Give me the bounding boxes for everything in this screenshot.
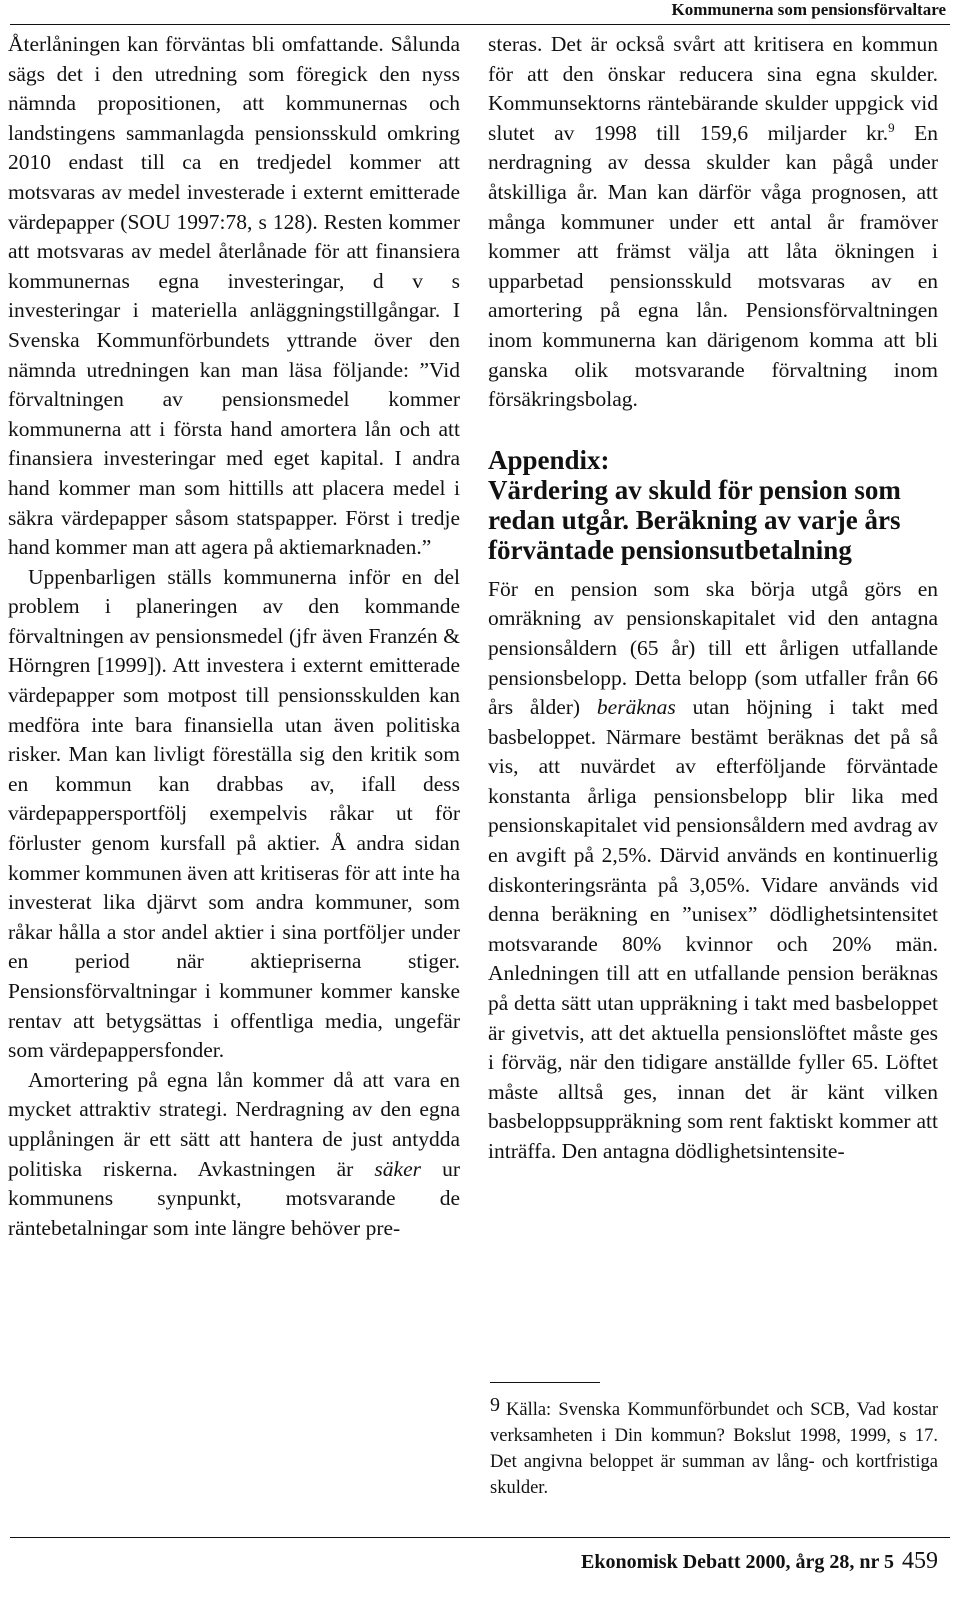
footer-rule bbox=[10, 1537, 950, 1538]
footnote bbox=[490, 1392, 938, 1501]
appendix-heading-title: Värdering av skuld för pension som redan utgår. Beräkning av varje års förväntade pensionsutbetalning bbox=[488, 474, 901, 565]
appendix-heading bbox=[488, 445, 938, 565]
paragraph-text: En nerdragning av dessa skulder kan pågå under åtskilliga år. Man kan därför våga prognosen, att många kommuner under ett antal år framöver kommer att främst välja att låta ökningen i upparbetad pensionsskuld motsvaras av en amortering på egna lån. Pensionsförvaltningen inom kommunerna kan därigenom komma att bli ganska olik motsvarande förvaltning inom försäkringsbolag. bbox=[488, 120, 938, 412]
paragraph bbox=[8, 30, 460, 563]
paragraph-text: utan höjning i takt med basbeloppet. Närmare bestämt beräknas det på så vis, att nuvärdet av efterföljande förväntade konstanta årliga pensionsbelopp blir lika med pensionskapitalet vid pensionsåldern med avdrag av en avgift på 2,5%. Därvid används en kontinuerlig diskonteringsränta på 3,05%. Vidare används vid denna beräkning en ”unisex” dödlighetsintensitet motsvarande 80% kvinnor och 20% män. Anledningen till att en utfallande pension beräknas på detta sätt utan uppräkning i takt med basbeloppet är givetvis, att det aktuella pensionslöftet måste ges i förväg, när den tidigare anställde fyller 65. Löftet måste alltså ges, innan det är känt vilken basbeloppsuppräkning som rent faktiskt kommer att inträffa. Den antagna dödlighetsintensite- bbox=[488, 695, 938, 1163]
paragraph bbox=[488, 575, 938, 1167]
paragraph-text: Amortering på egna lån kommer då att vara en mycket attraktiv strategi. Nerdragning av den egna upplåningen är ett sätt att hantera de just antydda politiska riskerna. Avkastningen är bbox=[8, 1067, 460, 1181]
paragraph-text: Sålunda sägs det i den utredning som föregick den nyss nämnda propositionen, att kommunernas och landstingens sammanlagda pensionsskuld omkring 2010 endast till ca en tredjedel kommer att motsvaras av medel investerade i externt emitterade värdepapper (SOU 1997:78, s 128). Resten kommer att motsvaras av medel återlånade för att finansiera kommunernas egna investeringar, d v s investeringar i materiella anläggningstillgångar. I Svenska Kommunförbundets yttrande över den nämnda utredningen kan man läsa följande: ”Vid förvaltningen av pensionsmedel kommer kommunerna att i första hand amortera lån och att finansiera investeringar med eget kapital. I andra hand kommer man som hittills att placera medel i säkra värdepapper såsom statspapper. Först i tredje hand kommer man att agera på aktiemarknaden.” bbox=[8, 32, 460, 560]
right-column bbox=[488, 30, 938, 1167]
emphasis: säker bbox=[374, 1156, 421, 1181]
footnote-text: Källa: Svenska Kommunförbundet och SCB, Vad kostar verksamheten i Din kommun? Bokslut 1998, 1999, s 17. Det angivna beloppet är summan av lång- och kortfristiga skulder. bbox=[490, 1400, 938, 1498]
footnote-number: 9 bbox=[490, 1394, 500, 1416]
page-footer bbox=[581, 1548, 938, 1575]
header-rule bbox=[10, 24, 950, 25]
footnote-rule bbox=[490, 1382, 600, 1383]
page-number: 459 bbox=[902, 1548, 938, 1574]
paragraph-text: steras. Det är också svårt att kritisera en kommun för att den önskar reducera sina egna skulder. Kommunsektorns räntebärande skulder uppgick vid slutet av 1998 till 159,6 miljarder kr. bbox=[488, 32, 938, 145]
journal-name: Ekonomisk Debatt 2000, årg 28, nr 5 bbox=[581, 1551, 894, 1573]
paragraph: Uppenbarligen ställs kommunerna inför en del problem i planeringen av den kommande förvaltningen av pensionsmedel (jfr även Franzén & Hörngren [1999]). Att investera i externt emitterade värdepapper som motpost till pensionsskulden kan medföra inte bara finansiella utan även politiska risker. Man kan livligt föreställa sig den kritik som en kommun kan drabbas av, ifall dess värdepappersportfölj exempelvis råkar ut för förluster genom kursfall på aktier. Å andra sidan kommer kommunen även att kritiseras för att inte ha investerat lika djärvt som andra kommuner, som råkar hålla a stor andel aktier i sina portföljer under en period när aktiepriserna stiger. Pensionsförvaltningar i kommuner kommer kanske rentav att betygsättas i offentliga media, ungefär som värdepappersfonder. bbox=[8, 564, 460, 1063]
running-head: Kommunerna som pensionsförvaltare bbox=[671, 0, 946, 19]
left-column bbox=[8, 30, 460, 1243]
appendix-heading-label: Appendix: bbox=[488, 444, 610, 475]
footnote-reference[interactable]: 9 bbox=[888, 119, 895, 135]
paragraph-text: ur kommunens synpunkt, motsvarande de räntebetalningar som inte längre behöver pre- bbox=[8, 1156, 460, 1240]
paragraph bbox=[8, 1066, 460, 1244]
emphasis: beräknas bbox=[596, 695, 676, 720]
paragraph-text: Återlåningen kan förväntas bli omfattande. bbox=[8, 32, 384, 56]
paragraph-text: För en pension som ska börja utgå görs en omräkning av pensionskapitalet vid den antagna pensionsåldern (65 år) till ett årligen utfallande pensionsbelopp. Detta belopp (som utfaller från 66 års ålder) bbox=[488, 576, 938, 720]
paragraph bbox=[488, 30, 938, 415]
